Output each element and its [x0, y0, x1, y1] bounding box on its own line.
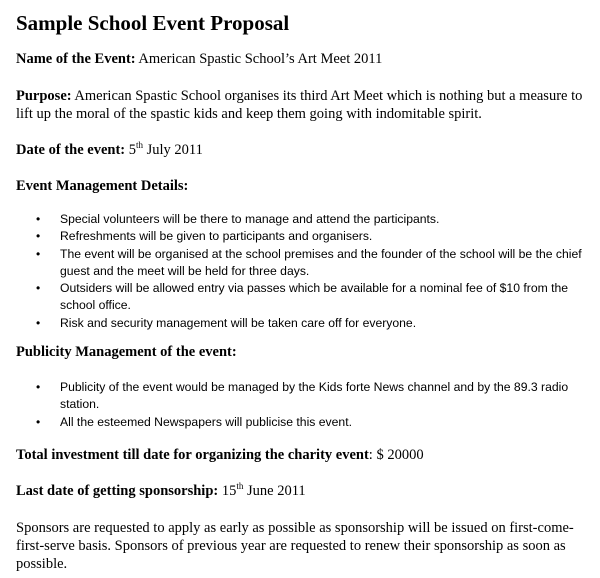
- bullet-icon: •: [36, 246, 41, 261]
- event-date-month-year: July 2011: [143, 142, 203, 158]
- purpose-paragraph: [16, 87, 588, 123]
- bullet-icon: •: [36, 414, 41, 429]
- list-item: [16, 280, 588, 315]
- sponsorship-deadline-suffix: th: [236, 481, 244, 492]
- event-management-heading: Event Management Details:: [16, 178, 189, 194]
- bullet-icon: •: [36, 281, 41, 296]
- purpose-text: American Spastic School organises its third Art Meet which is nothing but a measure to lift up the moral of the spastic kids and keep them going with indomitable spirit.: [16, 88, 583, 122]
- event-name-value: American Spastic School’s Art Meet 2011: [135, 51, 383, 67]
- purpose-label: Purpose:: [16, 88, 72, 104]
- list-item: [16, 414, 588, 431]
- list-item: [16, 228, 588, 245]
- event-date-label: Date of the event:: [16, 142, 126, 158]
- sponsorship-deadline-line: [16, 482, 588, 500]
- list-item: [16, 211, 588, 228]
- event-date-line: [16, 141, 588, 159]
- event-date-day: 5: [125, 142, 136, 158]
- list-item-text: Special volunteers will be there to manage and attend the participants.: [60, 212, 440, 226]
- investment-value: : $ 20000: [368, 446, 424, 463]
- list-item-text: Refreshments will be given to participants and organisers.: [60, 229, 373, 244]
- proposal-document: [16, 8, 588, 573]
- investment-line: [16, 446, 588, 464]
- event-management-list: [16, 211, 588, 332]
- list-item: [16, 379, 588, 414]
- list-item-text: The event will be organised at the school premises and the founder of the school will be the chief guest and the meet will be held for three days.: [60, 246, 582, 278]
- event-date-suffix: th: [136, 140, 144, 151]
- list-item-text: Publicity of the event would be managed by the Kids forte News channel and by the 89.3 radio station.: [60, 380, 569, 412]
- bullet-icon: •: [36, 212, 41, 226]
- investment-label: Total investment till date for organizing the charity event: [16, 446, 369, 463]
- sponsors-paragraph: Sponsors are requested to apply as early as possible as sponsorship will be issued on first-come-first-serve basis. Sponsors of previous year are requested to renew their sponsorship as soon as possible.: [16, 519, 574, 572]
- event-name-line: [16, 50, 588, 68]
- event-name-label: Name of the Event:: [16, 51, 136, 67]
- publicity-list: [16, 379, 588, 431]
- document-title: Sample School Event Proposal: [16, 11, 290, 35]
- sponsorship-deadline-label: Last date of getting sponsorship:: [16, 482, 219, 499]
- list-item-text: Outsiders will be allowed entry via passes which be available for a nominal fee of $10 from the school office.: [60, 281, 569, 313]
- list-item: [16, 315, 588, 332]
- list-item: [16, 246, 588, 281]
- publicity-heading: Publicity Management of the event:: [16, 344, 237, 361]
- bullet-icon: •: [36, 380, 41, 395]
- bullet-icon: •: [36, 229, 41, 244]
- sponsorship-deadline-month-year: June 2011: [243, 482, 306, 499]
- list-item-text: Risk and security management will be taken care off for everyone.: [60, 315, 417, 330]
- sponsorship-deadline-day: 15: [218, 482, 237, 499]
- bullet-icon: •: [36, 315, 41, 330]
- list-item-text: All the esteemed Newspapers will publicise this event.: [60, 414, 352, 429]
